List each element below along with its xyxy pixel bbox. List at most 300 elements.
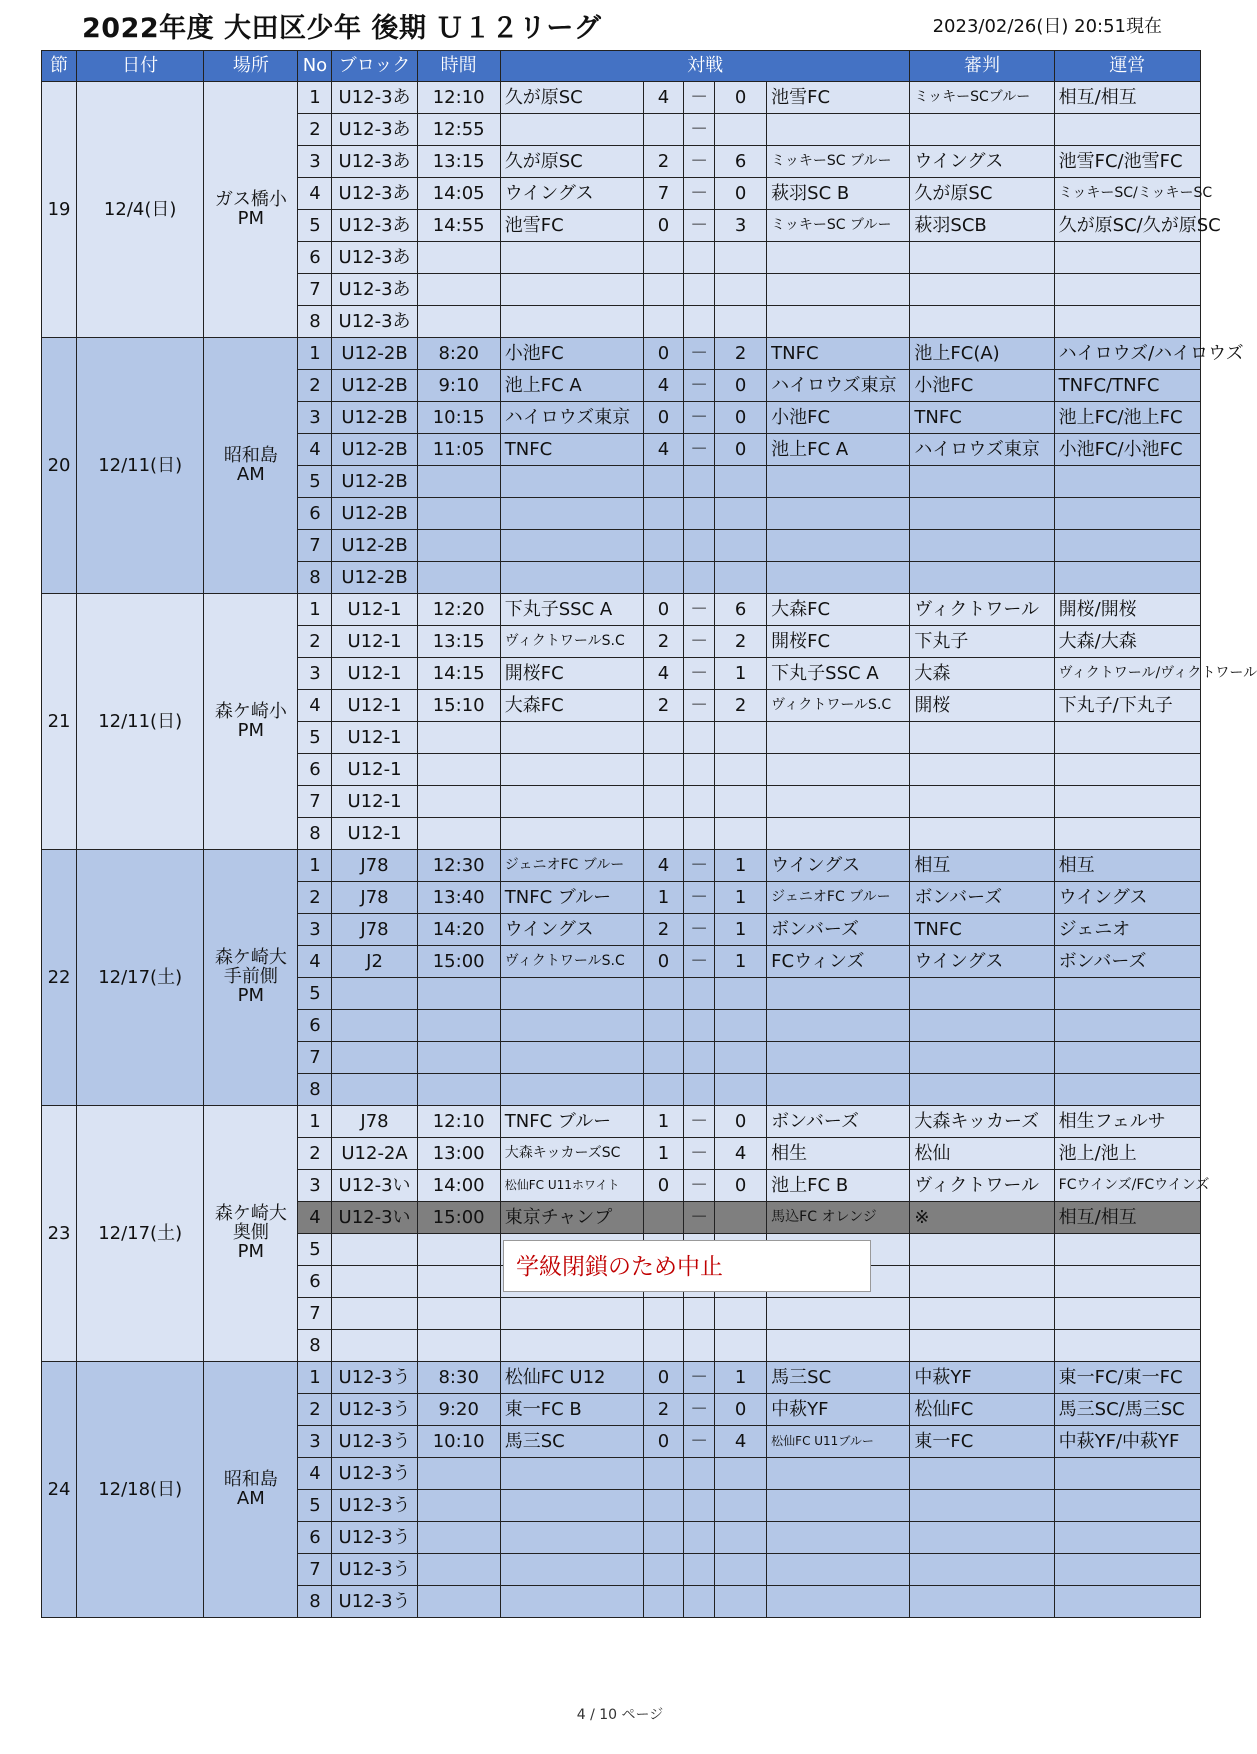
score-dash bbox=[684, 466, 715, 498]
score-dash bbox=[684, 1586, 715, 1618]
kickoff-time bbox=[417, 1586, 500, 1618]
block-name: U12-2B bbox=[332, 530, 417, 562]
away-score: 1 bbox=[715, 914, 767, 946]
home-score bbox=[643, 1010, 683, 1042]
score-dash bbox=[684, 754, 715, 786]
kickoff-time: 13:40 bbox=[417, 882, 500, 914]
operation: ヴィクトワール/ヴィクトワール bbox=[1054, 658, 1200, 690]
home-score: 4 bbox=[643, 434, 683, 466]
away-team: 馬込FC オレンジ bbox=[767, 1202, 910, 1234]
away-team: ウイングス bbox=[767, 850, 910, 882]
kickoff-time bbox=[417, 1490, 500, 1522]
operation: FCウインズ/FCウインズ bbox=[1054, 1170, 1200, 1202]
match-no: 2 bbox=[298, 882, 332, 914]
kickoff-time bbox=[417, 1234, 500, 1266]
operation bbox=[1054, 786, 1200, 818]
score-dash: － bbox=[684, 946, 715, 978]
match-no: 5 bbox=[298, 978, 332, 1010]
away-score bbox=[715, 466, 767, 498]
score-dash bbox=[684, 306, 715, 338]
kickoff-time: 14:15 bbox=[417, 658, 500, 690]
match-no: 5 bbox=[298, 1234, 332, 1266]
match-no: 1 bbox=[298, 82, 332, 114]
kickoff-time: 12:30 bbox=[417, 850, 500, 882]
block-name: U12-2B bbox=[332, 402, 417, 434]
kickoff-time bbox=[417, 818, 500, 850]
match-no: 6 bbox=[298, 1010, 332, 1042]
match-date: 12/17(土) bbox=[77, 1106, 204, 1362]
block-name: U12-2B bbox=[332, 338, 417, 370]
away-team: ボンバーズ bbox=[767, 914, 910, 946]
kickoff-time: 13:15 bbox=[417, 626, 500, 658]
block-name bbox=[332, 1234, 417, 1266]
score-dash: － bbox=[684, 82, 715, 114]
home-team bbox=[500, 562, 643, 594]
home-score: 1 bbox=[643, 1138, 683, 1170]
operation: 小池FC/小池FC bbox=[1054, 434, 1200, 466]
home-score bbox=[643, 466, 683, 498]
home-score: 0 bbox=[643, 1426, 683, 1458]
home-team: 東京チャンプ bbox=[500, 1202, 643, 1234]
home-team bbox=[500, 306, 643, 338]
block-name: U12-3あ bbox=[332, 82, 417, 114]
home-score: 2 bbox=[643, 690, 683, 722]
kickoff-time: 15:10 bbox=[417, 690, 500, 722]
home-score bbox=[643, 498, 683, 530]
away-team bbox=[767, 306, 910, 338]
round-number: 23 bbox=[42, 1106, 77, 1362]
home-team: TNFC ブルー bbox=[500, 882, 643, 914]
table-row bbox=[42, 338, 1201, 370]
away-team: 小池FC bbox=[767, 402, 910, 434]
home-score: 1 bbox=[643, 1106, 683, 1138]
home-team: 松仙FC U11ホワイト bbox=[500, 1170, 643, 1202]
match-no: 3 bbox=[298, 1170, 332, 1202]
score-dash bbox=[684, 1010, 715, 1042]
score-dash bbox=[684, 530, 715, 562]
kickoff-time: 14:55 bbox=[417, 210, 500, 242]
home-score bbox=[643, 1586, 683, 1618]
home-team bbox=[500, 978, 643, 1010]
operation: 相互/相互 bbox=[1054, 82, 1200, 114]
away-team: TNFC bbox=[767, 338, 910, 370]
score-dash bbox=[684, 274, 715, 306]
away-team bbox=[767, 1042, 910, 1074]
away-team: 大森FC bbox=[767, 594, 910, 626]
table-row bbox=[42, 1362, 1201, 1394]
operation bbox=[1054, 818, 1200, 850]
away-score: 4 bbox=[715, 1138, 767, 1170]
away-team bbox=[767, 1586, 910, 1618]
block-name: U12-3い bbox=[332, 1170, 417, 1202]
block-name bbox=[332, 1042, 417, 1074]
away-team bbox=[767, 1298, 910, 1330]
kickoff-time: 12:20 bbox=[417, 594, 500, 626]
away-team bbox=[767, 1490, 910, 1522]
home-score bbox=[643, 1202, 683, 1234]
operation: ハイロウズ/ハイロウズ bbox=[1054, 338, 1200, 370]
score-dash: － bbox=[684, 210, 715, 242]
operation bbox=[1054, 754, 1200, 786]
home-team bbox=[500, 114, 643, 146]
home-score: 2 bbox=[643, 1394, 683, 1426]
referee bbox=[910, 786, 1054, 818]
referee: 大森キッカーズ bbox=[910, 1106, 1054, 1138]
home-score: 0 bbox=[643, 210, 683, 242]
away-score bbox=[715, 1490, 767, 1522]
away-score: 0 bbox=[715, 1106, 767, 1138]
referee bbox=[910, 1330, 1054, 1362]
home-team bbox=[500, 274, 643, 306]
match-no: 3 bbox=[298, 658, 332, 690]
block-name: U12-3あ bbox=[332, 146, 417, 178]
kickoff-time bbox=[417, 1554, 500, 1586]
referee bbox=[910, 754, 1054, 786]
cancel-notice: 学級閉鎖のため中止 bbox=[503, 1240, 871, 1292]
home-team bbox=[500, 754, 643, 786]
operation bbox=[1054, 530, 1200, 562]
away-score: 1 bbox=[715, 658, 767, 690]
block-name: U12-3う bbox=[332, 1490, 417, 1522]
kickoff-time: 15:00 bbox=[417, 1202, 500, 1234]
table-row bbox=[42, 850, 1201, 882]
referee: ミッキーSCブルー bbox=[910, 82, 1054, 114]
away-team bbox=[767, 562, 910, 594]
home-score bbox=[643, 530, 683, 562]
kickoff-time bbox=[417, 1010, 500, 1042]
page-footer: 4 / 10 ページ bbox=[576, 1707, 664, 1723]
referee: 下丸子 bbox=[910, 626, 1054, 658]
block-name: U12-3い bbox=[332, 1202, 417, 1234]
score-dash: － bbox=[684, 1170, 715, 1202]
referee: 小池FC bbox=[910, 370, 1054, 402]
away-team: 中萩YF bbox=[767, 1394, 910, 1426]
match-date: 12/18(日) bbox=[77, 1362, 204, 1618]
away-score bbox=[715, 1586, 767, 1618]
operation: 大森/大森 bbox=[1054, 626, 1200, 658]
block-name: U12-1 bbox=[332, 658, 417, 690]
referee bbox=[910, 242, 1054, 274]
match-no: 2 bbox=[298, 1394, 332, 1426]
away-team: 池雪FC bbox=[767, 82, 910, 114]
header-time: 時間 bbox=[417, 51, 500, 82]
away-team bbox=[767, 786, 910, 818]
referee: 松仙FC bbox=[910, 1394, 1054, 1426]
away-score: 0 bbox=[715, 1170, 767, 1202]
home-team bbox=[500, 498, 643, 530]
block-name: U12-3う bbox=[332, 1522, 417, 1554]
match-no: 5 bbox=[298, 466, 332, 498]
home-score bbox=[643, 1298, 683, 1330]
home-team: 大森FC bbox=[500, 690, 643, 722]
match-no: 7 bbox=[298, 274, 332, 306]
away-score: 1 bbox=[715, 882, 767, 914]
home-score: 4 bbox=[643, 850, 683, 882]
block-name: U12-2B bbox=[332, 466, 417, 498]
home-score: 4 bbox=[643, 370, 683, 402]
kickoff-time bbox=[417, 754, 500, 786]
kickoff-time bbox=[417, 1458, 500, 1490]
operation bbox=[1054, 274, 1200, 306]
match-no: 1 bbox=[298, 1106, 332, 1138]
score-dash: － bbox=[684, 434, 715, 466]
block-name bbox=[332, 1298, 417, 1330]
match-no: 6 bbox=[298, 1522, 332, 1554]
match-no: 2 bbox=[298, 114, 332, 146]
away-score: 1 bbox=[715, 946, 767, 978]
block-name: U12-3う bbox=[332, 1426, 417, 1458]
match-no: 1 bbox=[298, 594, 332, 626]
away-team bbox=[767, 466, 910, 498]
score-dash: － bbox=[684, 1362, 715, 1394]
away-score: 2 bbox=[715, 338, 767, 370]
header-date: 日付 bbox=[77, 51, 204, 82]
referee: 松仙 bbox=[910, 1138, 1054, 1170]
operation bbox=[1054, 1266, 1200, 1298]
away-team bbox=[767, 754, 910, 786]
away-team bbox=[767, 1330, 910, 1362]
kickoff-time bbox=[417, 1522, 500, 1554]
kickoff-time: 8:30 bbox=[417, 1362, 500, 1394]
match-no: 5 bbox=[298, 722, 332, 754]
home-team bbox=[500, 1554, 643, 1586]
round-number: 20 bbox=[42, 338, 77, 594]
away-score bbox=[715, 306, 767, 338]
score-dash: － bbox=[684, 882, 715, 914]
operation bbox=[1054, 1490, 1200, 1522]
header-place: 場所 bbox=[204, 51, 298, 82]
operation bbox=[1054, 1010, 1200, 1042]
operation: ウイングス bbox=[1054, 882, 1200, 914]
home-score bbox=[643, 978, 683, 1010]
match-no: 8 bbox=[298, 818, 332, 850]
away-score: 0 bbox=[715, 82, 767, 114]
block-name bbox=[332, 1266, 417, 1298]
operation bbox=[1054, 114, 1200, 146]
match-no: 3 bbox=[298, 402, 332, 434]
score-dash: － bbox=[684, 402, 715, 434]
away-score: 6 bbox=[715, 146, 767, 178]
away-score: 2 bbox=[715, 626, 767, 658]
home-score bbox=[643, 562, 683, 594]
operation: 池上/池上 bbox=[1054, 1138, 1200, 1170]
home-team: ヴィクトワールS.C bbox=[500, 946, 643, 978]
block-name bbox=[332, 978, 417, 1010]
score-dash bbox=[684, 1522, 715, 1554]
page-title: 2022年度 大田区少年 後期 Ｕ１２リーグ bbox=[82, 13, 602, 44]
away-score bbox=[715, 754, 767, 786]
away-team bbox=[767, 1010, 910, 1042]
round-number: 24 bbox=[42, 1362, 77, 1618]
away-team: ハイロウズ東京 bbox=[767, 370, 910, 402]
operation bbox=[1054, 978, 1200, 1010]
away-team bbox=[767, 498, 910, 530]
home-score bbox=[643, 1074, 683, 1106]
home-score bbox=[643, 1554, 683, 1586]
block-name: U12-3あ bbox=[332, 306, 417, 338]
referee: 大森 bbox=[910, 658, 1054, 690]
kickoff-time: 12:55 bbox=[417, 114, 500, 146]
venue: 昭和島 AM bbox=[204, 338, 298, 594]
match-no: 4 bbox=[298, 1458, 332, 1490]
operation bbox=[1054, 466, 1200, 498]
block-name bbox=[332, 1010, 417, 1042]
home-team: ハイロウズ東京 bbox=[500, 402, 643, 434]
schedule-table bbox=[41, 50, 1257, 1618]
score-dash bbox=[684, 1458, 715, 1490]
away-score bbox=[715, 242, 767, 274]
away-team bbox=[767, 1458, 910, 1490]
kickoff-time bbox=[417, 274, 500, 306]
match-no: 2 bbox=[298, 626, 332, 658]
operation bbox=[1054, 1330, 1200, 1362]
referee bbox=[910, 1490, 1054, 1522]
score-dash bbox=[684, 786, 715, 818]
venue: ガス橋小 PM bbox=[204, 82, 298, 338]
home-score bbox=[643, 754, 683, 786]
score-dash: － bbox=[684, 146, 715, 178]
home-team bbox=[500, 1458, 643, 1490]
referee bbox=[910, 1010, 1054, 1042]
home-team: 東一FC B bbox=[500, 1394, 643, 1426]
venue: 森ケ崎小 PM bbox=[204, 594, 298, 850]
kickoff-time bbox=[417, 562, 500, 594]
referee: ヴィクトワール bbox=[910, 594, 1054, 626]
away-team: 萩羽SC B bbox=[767, 178, 910, 210]
away-team bbox=[767, 1554, 910, 1586]
away-team bbox=[767, 114, 910, 146]
match-date: 12/11(日) bbox=[77, 338, 204, 594]
referee: ウイングス bbox=[910, 946, 1054, 978]
block-name: J78 bbox=[332, 882, 417, 914]
away-score bbox=[715, 818, 767, 850]
home-score: 7 bbox=[643, 178, 683, 210]
referee bbox=[910, 1458, 1054, 1490]
referee bbox=[910, 530, 1054, 562]
operation bbox=[1054, 306, 1200, 338]
score-dash bbox=[684, 1330, 715, 1362]
score-dash bbox=[684, 1042, 715, 1074]
score-dash: － bbox=[684, 850, 715, 882]
kickoff-time: 10:15 bbox=[417, 402, 500, 434]
score-dash: － bbox=[684, 178, 715, 210]
away-team bbox=[767, 1522, 910, 1554]
home-team bbox=[500, 818, 643, 850]
home-score bbox=[643, 818, 683, 850]
kickoff-time bbox=[417, 722, 500, 754]
home-score: 1 bbox=[643, 882, 683, 914]
kickoff-time bbox=[417, 242, 500, 274]
operation: 馬三SC/馬三SC bbox=[1054, 1394, 1200, 1426]
home-team: 池雪FC bbox=[500, 210, 643, 242]
home-score: 0 bbox=[643, 402, 683, 434]
block-name: J78 bbox=[332, 914, 417, 946]
kickoff-time: 10:10 bbox=[417, 1426, 500, 1458]
match-no: 5 bbox=[298, 210, 332, 242]
away-score bbox=[715, 1554, 767, 1586]
home-team bbox=[500, 786, 643, 818]
match-no: 6 bbox=[298, 754, 332, 786]
away-score bbox=[715, 562, 767, 594]
match-no: 8 bbox=[298, 306, 332, 338]
away-score: 6 bbox=[715, 594, 767, 626]
referee: 久が原SC bbox=[910, 178, 1054, 210]
block-name: U12-2A bbox=[332, 1138, 417, 1170]
operation bbox=[1054, 562, 1200, 594]
match-no: 4 bbox=[298, 178, 332, 210]
block-name: U12-1 bbox=[332, 594, 417, 626]
away-team bbox=[767, 818, 910, 850]
away-team: ミッキーSC ブルー bbox=[767, 146, 910, 178]
match-no: 8 bbox=[298, 1330, 332, 1362]
match-no: 7 bbox=[298, 786, 332, 818]
operation bbox=[1054, 1554, 1200, 1586]
match-date: 12/17(土) bbox=[77, 850, 204, 1106]
away-score bbox=[715, 1010, 767, 1042]
away-team: 相生 bbox=[767, 1138, 910, 1170]
score-dash: － bbox=[684, 370, 715, 402]
operation: 相互 bbox=[1054, 850, 1200, 882]
block-name: U12-3う bbox=[332, 1554, 417, 1586]
score-dash: － bbox=[684, 690, 715, 722]
home-score: 4 bbox=[643, 82, 683, 114]
operation bbox=[1054, 722, 1200, 754]
away-score bbox=[715, 722, 767, 754]
kickoff-time: 12:10 bbox=[417, 82, 500, 114]
operation bbox=[1054, 1298, 1200, 1330]
score-dash: － bbox=[684, 338, 715, 370]
home-team: 開桜FC bbox=[500, 658, 643, 690]
kickoff-time: 8:20 bbox=[417, 338, 500, 370]
away-score: 1 bbox=[715, 850, 767, 882]
score-dash: － bbox=[684, 1106, 715, 1138]
block-name: U12-3う bbox=[332, 1586, 417, 1618]
home-score bbox=[643, 1330, 683, 1362]
home-team: TNFC bbox=[500, 434, 643, 466]
score-dash bbox=[684, 1490, 715, 1522]
score-dash bbox=[684, 562, 715, 594]
match-no: 1 bbox=[298, 338, 332, 370]
match-no: 7 bbox=[298, 1042, 332, 1074]
kickoff-time bbox=[417, 978, 500, 1010]
kickoff-time: 9:20 bbox=[417, 1394, 500, 1426]
away-score bbox=[715, 114, 767, 146]
home-score: 2 bbox=[643, 914, 683, 946]
block-name: J78 bbox=[332, 1106, 417, 1138]
timestamp: 2023/02/26(日) 20:51現在 bbox=[932, 16, 1162, 37]
away-score bbox=[715, 1298, 767, 1330]
block-name: U12-3う bbox=[332, 1458, 417, 1490]
operation: 池上FC/池上FC bbox=[1054, 402, 1200, 434]
match-no: 7 bbox=[298, 1298, 332, 1330]
match-no: 3 bbox=[298, 914, 332, 946]
referee bbox=[910, 562, 1054, 594]
round-number: 21 bbox=[42, 594, 77, 850]
referee bbox=[910, 1266, 1054, 1298]
away-score: 0 bbox=[715, 1394, 767, 1426]
home-team: ウイングス bbox=[500, 178, 643, 210]
score-dash bbox=[684, 1554, 715, 1586]
referee: ウイングス bbox=[910, 146, 1054, 178]
referee bbox=[910, 722, 1054, 754]
kickoff-time: 14:20 bbox=[417, 914, 500, 946]
block-name bbox=[332, 1074, 417, 1106]
away-team: FCウィンズ bbox=[767, 946, 910, 978]
referee: 東一FC bbox=[910, 1426, 1054, 1458]
kickoff-time: 14:05 bbox=[417, 178, 500, 210]
away-score bbox=[715, 786, 767, 818]
match-date: 12/11(日) bbox=[77, 594, 204, 850]
